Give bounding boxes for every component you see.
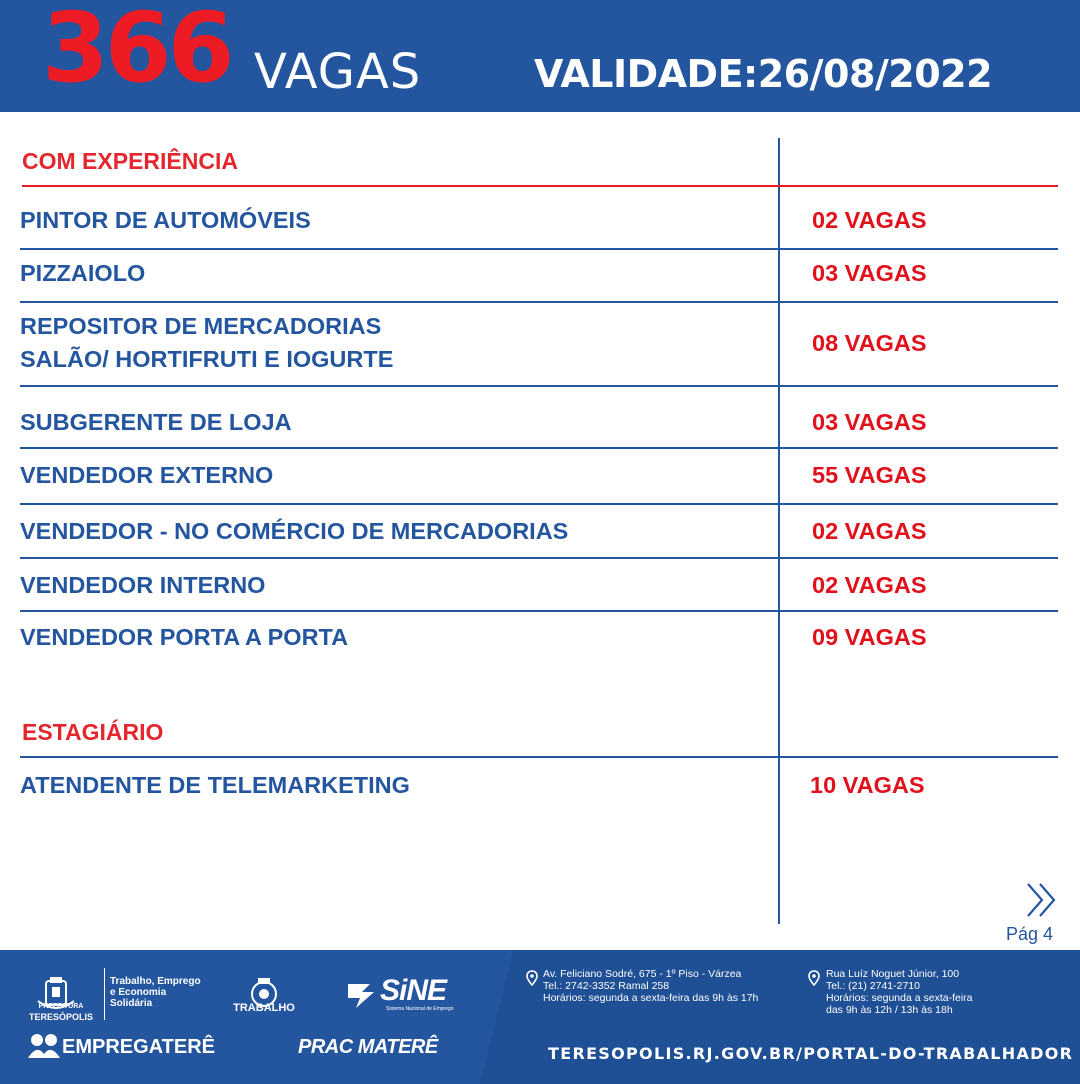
job-qty: 55 VAGAS [812,462,927,488]
address-noguet [826,968,973,1016]
section-underline [22,185,1058,187]
section-label-intern: ESTAGIÁRIO [22,719,164,745]
validity-date: VALIDADE:26/08/2022 [534,52,993,96]
section-label-experience: COM EXPERIÊNCIA [22,148,238,174]
job-qty: 02 VAGAS [812,207,927,233]
pracamatere-label: PRAC MATERÊ [298,1036,438,1058]
job-title: VENDEDOR EXTERNO [20,462,274,488]
logo-separator [104,968,105,1020]
job-title: PIZZAIOLO [20,260,146,286]
column-divider [778,138,780,924]
prefeitura-line2: TERESÓPOLIS [28,1012,93,1022]
job-qty: 02 VAGAS [812,518,927,544]
empregatere-label: EMPREGATERÊ [62,1036,215,1058]
job-qty: 03 VAGAS [812,409,927,435]
page-number: Pág 4 [1006,924,1054,944]
job-title-line2: SALÃO/ HORTIFRUTI E IOGURTE [20,346,394,372]
website-link[interactable]: TERESOPOLIS.RJ.GOV.BR/PORTAL-DO-TRABALHADOR [548,1044,1074,1063]
address-line: Horários: segunda a sexta-feira das 9h às 17h [543,992,759,1004]
row-divider [20,557,1058,559]
address-line: Tel.: 2742-3352 Ramal 258 [543,980,670,992]
address-varzea [543,968,758,1004]
double-chevron-right-icon[interactable] [1022,880,1062,920]
vacancy-count: 366 [42,0,231,104]
address-line: das 9h às 12h / 13h às 18h [826,1004,953,1016]
job-title-line1: REPOSITOR DE MERCADORIAS [20,313,382,339]
address-line: Av. Feliciano Sodré, 675 - 1º Piso - Várzea [543,968,742,980]
address-line: Tel.: (21) 2741-2710 [826,980,920,992]
job-title: VENDEDOR INTERNO [20,572,266,598]
secretaria-label: Trabalho, Emprego e Economia Solidária [110,976,201,1009]
trabalho-label: TRABALHO [233,1002,295,1014]
location-pin-icon [808,970,820,986]
job-qty: 08 VAGAS [812,330,927,356]
job-title: ATENDENTE DE TELEMARKETING [20,772,410,798]
sine-logo-icon [344,978,378,1012]
prefeitura-label [26,1002,96,1022]
footer [0,950,1080,1084]
job-qty: 10 VAGAS [810,772,925,798]
location-pin-icon [526,970,538,986]
trabalho-crest-icon [236,964,292,1024]
sine-subtitle: Sistema Nacional de Emprego [386,1006,454,1012]
address-line: Rua Luíz Noguet Júnior, 100 [826,968,960,980]
empregatere-people-icon [26,1032,62,1062]
prefeitura-line1: PREFEITURA [38,1003,84,1010]
row-divider [20,301,1058,303]
job-qty: 09 VAGAS [812,624,927,650]
vacancy-label: VAGAS [254,44,422,100]
job-title: VENDEDOR - NO COMÉRCIO DE MERCADORIAS [20,518,569,544]
job-qty: 03 VAGAS [812,260,927,286]
row-divider [20,503,1058,505]
sine-label: SiNE [380,974,447,1007]
row-divider [20,248,1058,250]
row-divider [20,610,1058,612]
row-divider [20,385,1058,387]
address-line: Horários: segunda a sexta-feira [826,992,973,1004]
header-banner [0,0,1080,112]
section-underline [20,756,1058,758]
job-qty: 02 VAGAS [812,572,927,598]
job-title: VENDEDOR PORTA A PORTA [20,624,349,650]
row-divider [20,447,1058,449]
job-title: SUBGERENTE DE LOJA [20,409,292,435]
job-title: PINTOR DE AUTOMÓVEIS [20,207,311,233]
